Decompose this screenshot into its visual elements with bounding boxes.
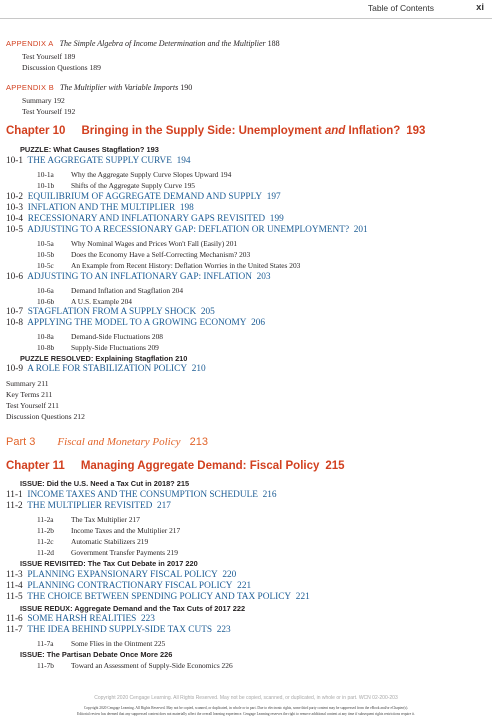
- chapter-10-number: Chapter 10: [6, 125, 66, 137]
- chapter-10-title-b: Inflation?: [345, 125, 401, 137]
- section-11-1[interactable]: 11-1 INCOME TAXES AND THE CONSUMPTION SCHEDULE 216: [6, 490, 277, 500]
- section-11-2[interactable]: 11-2 THE MULTIPLIER REVISITED 217: [6, 501, 171, 511]
- chapter-10-end-item[interactable]: Key Terms 211: [6, 390, 53, 399]
- subsection-11-2d[interactable]: 11-2d Government Transfer Payments 219: [37, 548, 178, 557]
- subsection-10-6a[interactable]: 10-6a Demand Inflation and Stagflation 204: [37, 286, 184, 295]
- chapter-10-end-item[interactable]: Test Yourself 211: [6, 401, 59, 410]
- copyright-notice-line-1: Copyright 2020 Cengage Learning. All Rights Reserved. May not be copied, scanned, or duplicated, in whole or in part. Due to electronic rights, some third party content may be suppressed from the eBook and/or eChapter(s).: [83, 706, 409, 710]
- section-10-2[interactable]: 10-2 EQUILIBRIUM OF AGGREGATE DEMAND AND SUPPLY 197: [6, 192, 281, 202]
- appendix-b-item[interactable]: Summary 192: [22, 96, 65, 105]
- chapter-11-number: Chapter 11: [6, 460, 65, 472]
- puzzle-entry[interactable]: PUZZLE: What Causes Stagflation? 193: [20, 145, 159, 154]
- section-10-8[interactable]: 10-8 APPLYING THE MODEL TO A GROWING ECONOMY 206: [6, 318, 266, 328]
- chapter-10-page: 193: [406, 125, 426, 137]
- subsection-10-1a[interactable]: 10-1a Why the Aggregate Supply Curve Slopes Upward 194: [37, 170, 232, 179]
- section-11-6[interactable]: 11-6 SOME HARSH REALITIES 223: [6, 614, 155, 624]
- part-3-heading[interactable]: [6, 436, 208, 448]
- subsection-10-8b[interactable]: 10-8b Supply-Side Fluctuations 209: [37, 343, 159, 352]
- part-3-title: Fiscal and Monetary Policy: [57, 436, 181, 448]
- issue-entry[interactable]: ISSUE: Did the U.S. Need a Tax Cut in 2018? 215: [20, 479, 190, 488]
- appendix-a-page: 188: [267, 39, 280, 48]
- appendix-a-label: APPENDIX A: [6, 39, 54, 48]
- appendix-a-item[interactable]: Test Yourself 189: [22, 52, 76, 61]
- header-page-number: xi: [476, 2, 484, 13]
- section-10-5[interactable]: 10-5 ADJUSTING TO A RECESSIONARY GAP: DEFLATION OR UNEMPLOYMENT? 201: [6, 225, 368, 235]
- puzzle-resolved-entry[interactable]: PUZZLE RESOLVED: Explaining Stagflation 210: [20, 354, 188, 363]
- subsection-11-2c[interactable]: 11-2c Automatic Stabilizers 219: [37, 537, 149, 546]
- chapter-10-title-em: and: [324, 125, 346, 137]
- chapter-11-heading[interactable]: [6, 460, 345, 472]
- appendix-b-page: 190: [180, 83, 193, 92]
- subsection-10-5c[interactable]: 10-5c An Example from Recent History: Deflation Worries in the United States 203: [37, 261, 301, 270]
- header-title: Table of Contents: [367, 3, 434, 13]
- appendix-a-entry[interactable]: [6, 39, 280, 48]
- section-11-7[interactable]: 11-7 THE IDEA BEHIND SUPPLY-SIDE TAX CUTS 223: [6, 625, 231, 635]
- appendix-b-label: APPENDIX B: [6, 83, 55, 92]
- subsection-10-5a[interactable]: 10-5a Why Nominal Wages and Prices Won't Fall (Easily) 201: [37, 239, 238, 248]
- section-10-3[interactable]: 10-3 INFLATION AND THE MULTIPLIER 198: [6, 203, 194, 213]
- section-10-1[interactable]: 10-1 THE AGGREGATE SUPPLY CURVE 194: [6, 156, 191, 166]
- appendix-a-item[interactable]: Discussion Questions 189: [22, 63, 101, 72]
- chapter-10-end-item[interactable]: Discussion Questions 212: [6, 412, 85, 421]
- section-11-4[interactable]: 11-4 PLANNING CONTRACTIONARY FISCAL POLICY 221: [6, 581, 252, 591]
- subsection-10-1b[interactable]: 10-1b Shifts of the Aggregate Supply Curve 195: [37, 181, 195, 190]
- section-10-4[interactable]: 10-4 RECESSIONARY AND INFLATIONARY GAPS REVISITED 199: [6, 214, 284, 224]
- issue-revisited-entry[interactable]: ISSUE REVISITED: The Tax Cut Debate in 2017 220: [20, 559, 198, 568]
- chapter-10-end-item[interactable]: Summary 211: [6, 379, 49, 388]
- subsection-11-2a[interactable]: 11-2a The Tax Multiplier 217: [37, 515, 140, 524]
- subsection-10-6b[interactable]: 10-6b A U.S. Example 204: [37, 297, 132, 306]
- copyright-line: Copyright 2020 Cengage Learning. All Rights Reserved. May not be copied, scanned, or duplicated, in whole or in part. WCN 02-200-203: [94, 695, 398, 701]
- chapter-10-heading[interactable]: [6, 125, 425, 137]
- appendix-b-item[interactable]: Test Yourself 192: [22, 107, 76, 116]
- chapter-10-title-a: Bringing in the Supply Side: Unemployment: [81, 125, 325, 137]
- subsection-10-8a[interactable]: 10-8a Demand-Side Fluctuations 208: [37, 332, 163, 341]
- appendix-b-title: The Multiplier with Variable Imports: [60, 83, 179, 92]
- chapter-11-title: Managing Aggregate Demand: Fiscal Policy: [80, 460, 320, 472]
- section-11-3[interactable]: 11-3 PLANNING EXPANSIONARY FISCAL POLICY 220: [6, 570, 237, 580]
- part-3-label: Part 3: [6, 436, 36, 448]
- section-11-5[interactable]: 11-5 THE CHOICE BETWEEN SPENDING POLICY AND TAX POLICY 221: [6, 592, 310, 602]
- running-header: [0, 0, 492, 19]
- issue-redux-entry[interactable]: ISSUE REDUX: Aggregate Demand and the Tax Cuts of 2017 222: [20, 604, 246, 613]
- appendix-b-entry[interactable]: [6, 83, 192, 92]
- chapter-11-page: 215: [325, 460, 345, 472]
- subsection-10-5b[interactable]: 10-5b Does the Economy Have a Self-Correcting Mechanism? 203: [37, 250, 251, 259]
- issue-entry[interactable]: ISSUE: The Partisan Debate Once More 226: [20, 650, 173, 659]
- section-10-7[interactable]: 10-7 STAGFLATION FROM A SUPPLY SHOCK 205: [6, 307, 215, 317]
- subsection-11-2b[interactable]: 11-2b Income Taxes and the Multiplier 217: [37, 526, 181, 535]
- part-3-page: 213: [189, 436, 208, 448]
- subsection-11-7b[interactable]: 11-7b Toward an Assessment of Supply-Side Economics 226: [37, 661, 233, 670]
- appendix-a-title: The Simple Algebra of Income Determination and the Multiplier: [59, 39, 266, 48]
- subsection-11-7a[interactable]: 11-7a Some Flies in the Ointment 225: [37, 639, 166, 648]
- copyright-notice-line-2: Editorial review has deemed that any suppressed content does not materially affect the overall learning experience. Cengage Learning reserves the right to remove additional content at any time if subsequent rights restrictions require it.: [77, 712, 415, 716]
- section-10-9[interactable]: 10-9 A ROLE FOR STABILIZATION POLICY 210: [6, 364, 206, 374]
- section-10-6[interactable]: 10-6 ADJUSTING TO AN INFLATIONARY GAP: INFLATION 203: [6, 272, 271, 282]
